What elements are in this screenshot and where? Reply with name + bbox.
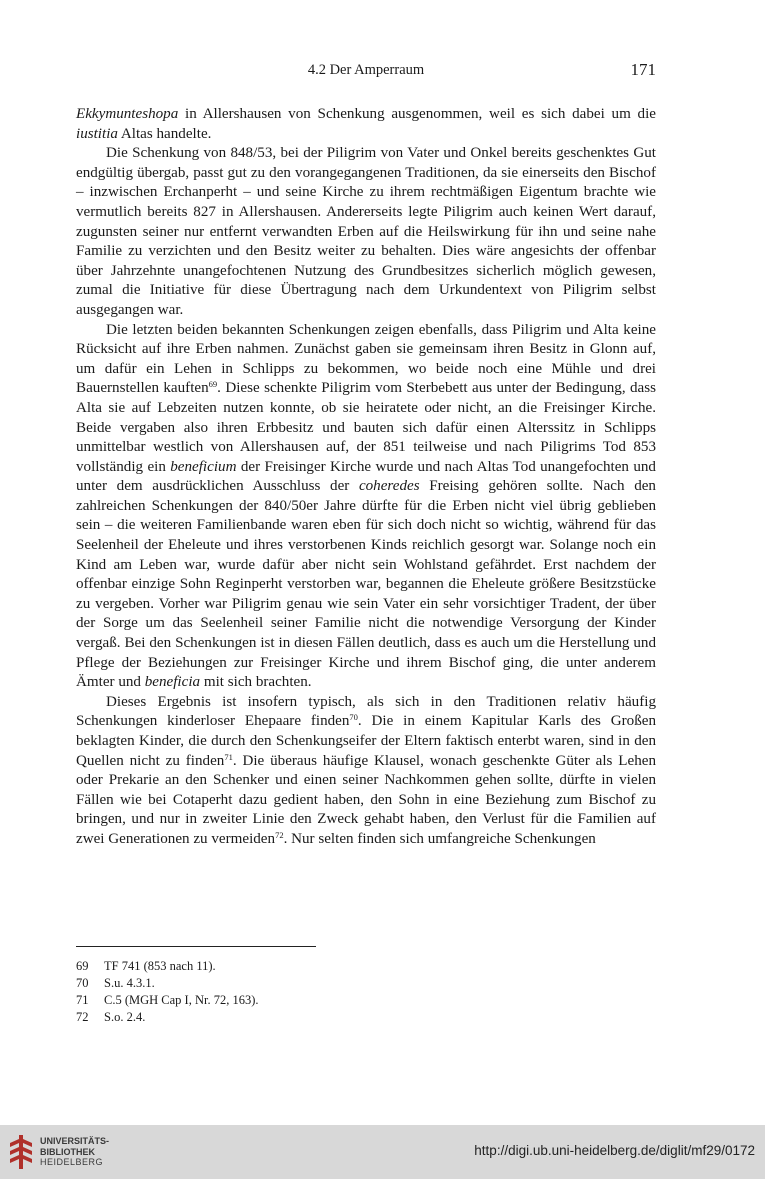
paragraph-1: [76, 105, 656, 144]
library-name: [40, 1136, 109, 1168]
page-number: 171: [630, 60, 656, 79]
text-run: Die letzten beiden bekannten Schenkungen zeigen ebenfalls, dass Piligrim und Alta keine Rücksicht auf ihre Erben nahmen. Zunächst gaben sie gemeinsam ihren Besitz in Glonn auf, um dafür ein Lehen in Schlipps zu bekommen, wo beide noch eine Mühle und drei Bauernstellen kauften: [76, 321, 656, 397]
viewer-footer: [0, 1125, 765, 1179]
page-header: [76, 62, 656, 82]
library-logo-icon[interactable]: [8, 1133, 34, 1171]
text-run: . Diese schenkte Piligrim vom Sterbebett aus unter der Bedingung, dass Alta sie auf Lebzeiten nutzen konnte, ob sie heiratete oder nicht, an die Freisinger Kirche. Beide vergaben also ihren Erbbesitz und bauten sich dafür einen Alterssitz in Schlipps unmittelbar westlich von Allershausen auf, der 851 teilweise und nach Piligrims Tod 853 vollständig ein: [76, 380, 656, 475]
text-run: in Allershausen von Schenkung ausgenommen, weil es sich dabei um die: [178, 106, 656, 122]
library-name-line: BIBLIOTHEK: [40, 1146, 95, 1157]
text-run: . Die überaus häufige Klausel, wonach geschenkte Güter als Lehen oder Prekarie an den Schenker und einen seiner Nachkommen gehen sollte, dürfte in vielen Fällen wie bei Cotaperht dazu gedient haben, den Sohn in eine Beziehung zum Bischof zu bringen, und nur in zweiter Linie den Zweck gehabt haben, den Verlust für die Familien auf zwei Generationen zu vermeiden: [76, 752, 656, 847]
footnote-ref[interactable]: 70: [349, 712, 358, 723]
paragraph-2: Die Schenkung von 848/53, bei der Piligrim von Vater und Onkel bereits geschenktes Gut endgültig übergab, passt gut zu den vorangegangenen Traditionen, da sie einerseits den Bischof – inzwischen Erchanperht – und seine Kirche zu ihrem rechtmäßigen Eigentum brachte wie vermutlich bereits 827 in Allershausen. Andererseits legte Piligrim auch keinen Wert darauf, zugunsten seiner nur entfernt verwandten Erben auf die Heilswirkung für ihn und seine nahe Familie zu verzichten und den Besitz weiter zu behalten. Dies wäre angesichts der offenbar über Jahrzehnte unangefochtenen Nutzung des Grundbesitzes sicherlich möglich gewesen, zumal die Initiative für diese Übertragung nach dem Urkundentext von Piligrim selbst ausgegangen war.: [76, 145, 656, 318]
footnote: [76, 1009, 656, 1026]
footnote: [76, 975, 656, 992]
library-name-line: UNIVERSITÄTS-: [40, 1136, 110, 1146]
footnote-number: 72: [76, 1010, 89, 1024]
library-name-line: HEIDELBERG: [40, 1157, 104, 1167]
footnote-ref[interactable]: 69: [208, 379, 218, 390]
footnote-number: 69: [76, 959, 89, 973]
footnote-number: 70: [76, 976, 89, 990]
footnote-text: S.u. 4.3.1.: [104, 976, 155, 990]
text-run: . Nur selten finden sich umfangreiche Schenkungen: [283, 830, 596, 847]
paragraph-3: [76, 321, 656, 693]
footnote-ref[interactable]: 72: [275, 829, 284, 840]
footnote: [76, 958, 656, 975]
footnote-number: 71: [76, 993, 89, 1007]
footnote-text: S.o. 2.4.: [104, 1010, 146, 1024]
italic-term: iustitia: [76, 125, 118, 142]
source-url-link[interactable]: http://digi.ub.uni-heidelberg.de/diglit/mf29/0172: [474, 1143, 755, 1158]
text-run: . Die in einem Kapitular Karls des Großen beklagten Kinder, die durch den Schenkungseifer der Eltern faktisch enterbt waren, sind in den Quellen nicht zu finden: [76, 713, 656, 769]
paragraph-4: [76, 693, 656, 850]
italic-term: coheredes: [358, 478, 420, 495]
text-run: Freising gehören sollte. Nach den zahlreichen Schenkungen der 840/50er Jahre dürfte für die Erben nicht viel übrig geblieben sein – die weiteren Familienbande waren eben für sich doch nicht so wichtig, während für das Seelenheil der Eheleute und ihres verstorbenen Kinds reichlich gesorgt war. Solange noch ein Kind am Leben war, wurde dafür aber nicht sein Wohlstand gefährdet. Erst nachdem der offenbar einzige Sohn Reginperht verstorben war, begannen die Eheleute größere Besitzstücke zu vergeben. Vorher war Piligrim genau wie sein Vater ein sehr vorsichtiger Tradent, der über der Sorge um das Seelenheil seiner Familie nicht die notwendige Versorgung der Kinder vergaß. Bei den Schenkungen ist in diesen Fällen deutlich, dass es auch um die Herstellung und Pflege der Beziehungen zur Freisinger Kirche und ihrem Bischof ging, die unter anderem Ämter und: [76, 478, 656, 691]
text-run: mit sich brachten.: [200, 674, 312, 691]
text-run: Altas handelte.: [117, 125, 212, 142]
italic-term: beneficium: [170, 458, 237, 475]
footnote-text: TF 741 (853 nach 11).: [104, 959, 216, 973]
footnotes: [76, 958, 656, 1026]
text-run: der Freisinger Kirche wurde und nach Altas Tod unangefochten und unter dem ausdrücklichen Ausschluss der: [76, 458, 656, 495]
italic-term: beneficia: [144, 674, 201, 691]
footnote-divider: [76, 946, 316, 947]
footnote-ref[interactable]: 71: [224, 751, 233, 762]
footnote-text: C.5 (MGH Cap I, Nr. 72, 163).: [104, 993, 259, 1007]
footnote: [76, 992, 656, 1009]
running-title: 4.2 Der Amperraum: [307, 62, 425, 78]
text-run: Dieses Ergebnis ist insofern typisch, als sich in den Traditionen relativ häufig Schenkungen kinderloser Ehepaare finden: [76, 693, 656, 730]
body-text: [76, 105, 656, 850]
italic-term: Ekkymunteshopa: [76, 106, 179, 122]
